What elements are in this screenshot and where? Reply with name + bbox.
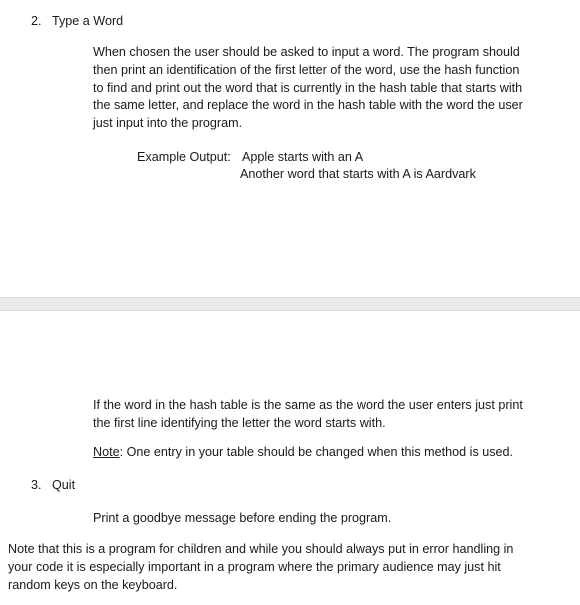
example-output-label: Example Output:	[137, 150, 231, 164]
closing-line: your code it is especially important in a program where the primary audience may just hit	[8, 559, 501, 574]
item-3-number: 3.	[31, 478, 42, 492]
example-output-line: Apple starts with an A	[242, 150, 364, 164]
description-line: When chosen the user should be asked to input a word. The program should	[93, 45, 520, 59]
description-line: to find and print out the word that is currently in the hash table that starts with	[93, 80, 523, 95]
item-2-description	[93, 44, 563, 133]
description-line: the same letter, and replace the word in the hash table with the word the user	[93, 98, 523, 113]
note-paragraph	[93, 444, 513, 462]
item-2-title: Type a Word	[52, 14, 124, 28]
note-label: Note	[93, 445, 120, 459]
description-line: then print an identification of the first letter of the word, use the hash function	[93, 62, 520, 77]
closing-paragraph	[8, 541, 573, 594]
item-3-title: Quit	[52, 478, 76, 492]
note-text: : One entry in your table should be changed when this method is used.	[119, 445, 514, 459]
paragraph-line: the first line identifying the letter the word starts with.	[93, 415, 386, 430]
item-2-number: 2.	[31, 14, 42, 28]
page-break	[0, 297, 580, 311]
same-word-paragraph	[93, 397, 563, 433]
paragraph-line: If the word in the hash table is the same as the word the user enters just print	[93, 398, 523, 412]
item-3-description: Print a goodbye message before ending the program.	[93, 511, 392, 525]
description-line: just input into the program.	[93, 116, 243, 131]
closing-line: random keys on the keyboard.	[8, 577, 178, 592]
example-output-line: Another word that starts with A is Aardvark	[240, 167, 476, 181]
closing-line: Note that this is a program for children and while you should always put in error handling in	[8, 542, 514, 556]
